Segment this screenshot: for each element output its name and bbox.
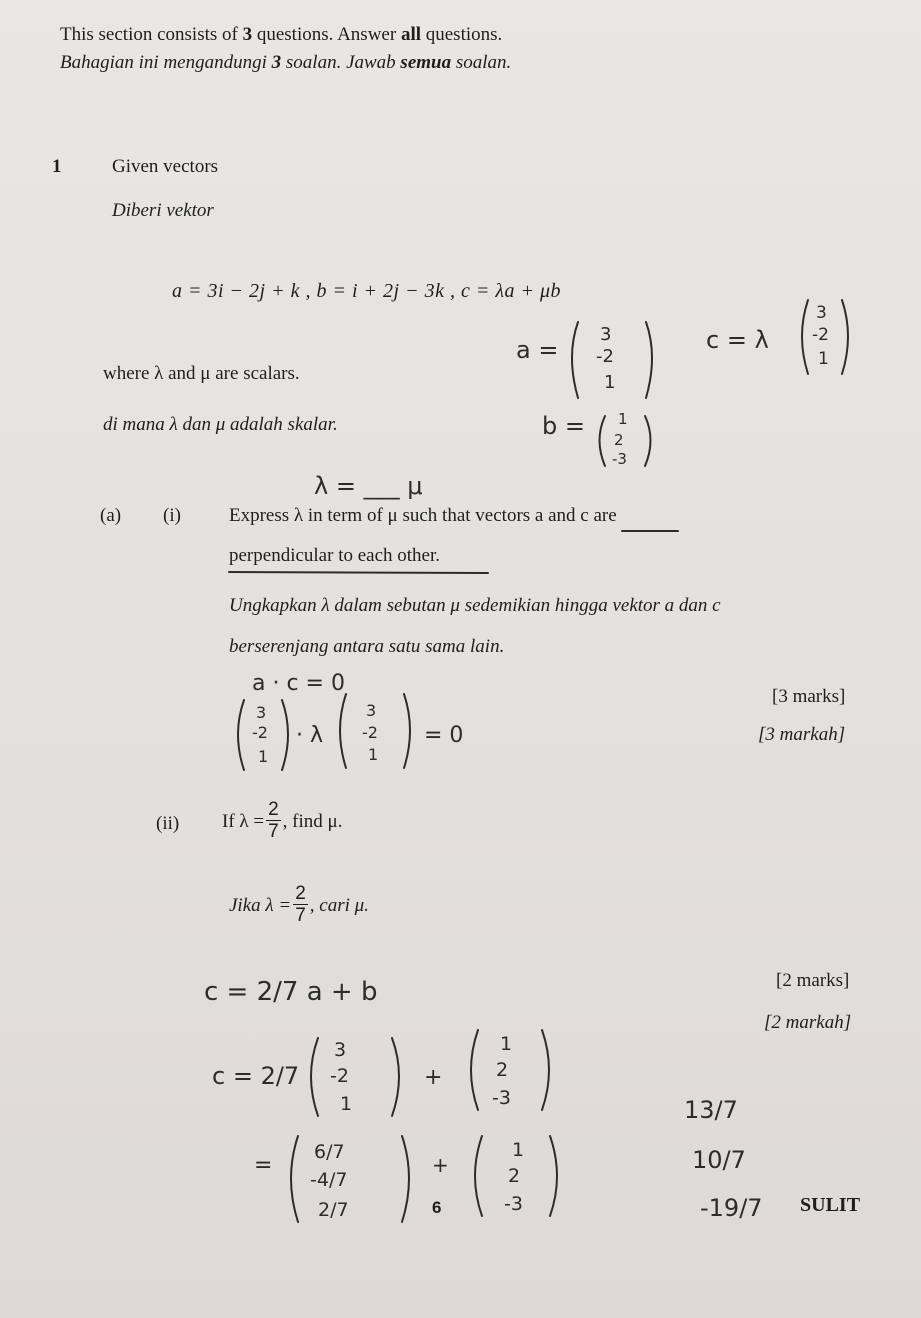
hw-c-bracket-left: [802, 300, 808, 374]
hw-c-eq2-plus: +: [424, 1065, 443, 1090]
hw-c-eq3-vec2-bracket-left: [475, 1136, 482, 1216]
fraction-lambda-ms: $\frac{2}{7}$: [295, 883, 306, 926]
hw-c-eq2-vec2-bracket-right: [542, 1030, 549, 1110]
hw-dot-vec2-2: 1: [368, 745, 379, 764]
part-a-i-text-ms-1: Ungkapkan λ dalam sebutan μ sedemikian hingga vektor a dan c: [229, 595, 721, 616]
hw-a-bracket-right: [646, 322, 652, 398]
hw-a-bracket-left: [572, 322, 578, 398]
hw-c-eq2-vec2-2: -3: [492, 1087, 511, 1109]
hw-dot-vec1-bracket-right: [282, 700, 288, 770]
hw-c-eq2-prefix: c = 2/7: [212, 1062, 300, 1090]
hw-c-eq3-vec2-2: -3: [504, 1193, 523, 1215]
hw-c-eq2-vec2-bracket-left: [471, 1030, 478, 1110]
part-a-label: (a): [100, 505, 122, 526]
hw-c-bracket-right: [842, 300, 848, 374]
hw-c-eq2-vec1-bracket-right: [392, 1038, 399, 1116]
hw-dot-vec2-0: 3: [366, 701, 377, 720]
part-a-i-label: (i): [163, 505, 181, 526]
hw-side-value-1: 10/7: [692, 1146, 746, 1174]
hw-c-eq3-vec1-1: -4/7: [310, 1169, 348, 1191]
marks-a-ii-en: [2 marks]: [776, 970, 850, 991]
hw-c-eq3-prefix: =: [254, 1153, 273, 1178]
fraction-lambda-en: $\frac{2}{7}$: [268, 799, 279, 842]
given-vectors-ms: Diberi vektor: [112, 200, 214, 221]
hw-side-value-0: 13/7: [684, 1096, 738, 1124]
hw-c-vec-0: 3: [816, 303, 827, 323]
marks-a-ii-ms: [2 markah]: [764, 1012, 852, 1033]
intro-malay: Bahagian ini mengandungi 3 soalan. Jawab semua soalan.: [60, 52, 512, 73]
sulit-label: SULIT: [800, 1194, 861, 1216]
part-a-i-text-en-1: Express λ in term of μ such that vectors a and c are: [229, 505, 617, 526]
part-a-ii-text-en: If λ = $\frac{2}{7}$ , find μ.: [222, 799, 343, 842]
hw-c-eq3-vec1-2: 2/7: [318, 1199, 349, 1221]
given-vectors-en: Given vectors: [112, 156, 219, 177]
hw-c-eq3-vec1-bracket-left: [291, 1136, 298, 1222]
hw-c-eq2-vec1-0: 3: [334, 1039, 347, 1061]
hw-b-vec-0: 1: [618, 410, 628, 428]
hw-side-value-2: -19/7: [700, 1194, 763, 1222]
hw-a-vec-1: -2: [596, 346, 614, 367]
hw-dot-vec1-0: 3: [256, 703, 267, 722]
hw-c-eq3-vec1-bracket-right: [402, 1136, 409, 1222]
hw-dot-vec2-1: -2: [362, 723, 378, 742]
hw-c-eq2-vec1-2: 1: [340, 1093, 353, 1115]
hw-b-vec-2: -3: [612, 450, 627, 468]
hw-b-bracket-left: [600, 416, 606, 466]
underline-perpendicular: [229, 572, 488, 573]
hw-c-label: c = λ: [706, 326, 769, 354]
hw-dot-vec2-bracket-left: [340, 694, 346, 768]
hw-dot-vec1-bracket-left: [238, 700, 244, 770]
marks-a-i-ms: [3 markah]: [758, 724, 846, 745]
scalars-en: where λ and μ are scalars.: [103, 363, 300, 384]
hw-b-bracket-right: [645, 416, 651, 466]
page-number: 6: [432, 1198, 442, 1217]
hw-c-eq1: c = 2/7 a + b: [204, 977, 378, 1007]
hw-dot-vec2-bracket-right: [404, 694, 410, 768]
part-a-ii-text-ms: Jika λ = $\frac{2}{7}$ , cari μ.: [229, 883, 369, 926]
hw-c-eq3-vec2-0: 1: [512, 1139, 525, 1161]
vector-equation: a = 3i − 2j + k , b = i + 2j − 3k , c = λa + μb: [172, 280, 562, 302]
marks-a-i-en: [3 marks]: [772, 686, 846, 707]
hw-dot-end: = 0: [424, 723, 464, 748]
hw-dot-eq: a · c = 0: [252, 671, 345, 696]
part-a-ii-label: (ii): [156, 813, 180, 834]
hw-c-eq2-vec1-bracket-left: [311, 1038, 318, 1116]
hw-a-vec-0: 3: [600, 324, 612, 345]
hw-c-eq2-vec1-1: -2: [330, 1065, 349, 1087]
intro-english: This section consists of 3 questions. Answer all questions.: [60, 24, 503, 45]
hw-c-eq3-vec1-0: 6/7: [314, 1141, 345, 1163]
hw-a-vec-2: 1: [604, 372, 616, 393]
hw-lambda-eq: λ = ___ μ: [314, 472, 423, 500]
hw-c-vec-2: 1: [818, 349, 829, 369]
hw-dot-mid: · λ: [296, 723, 324, 748]
question-number: 1: [52, 156, 62, 177]
hw-b-vec-1: 2: [614, 431, 624, 449]
hw-c-eq3-vec2-1: 2: [508, 1165, 521, 1187]
hw-c-eq3-plus: +: [432, 1153, 449, 1177]
hw-a-label: a =: [516, 336, 559, 364]
hw-dot-vec1-2: 1: [258, 747, 269, 766]
part-a-i-text-en-2: perpendicular to each other.: [229, 545, 441, 566]
hw-dot-vec1-1: -2: [252, 723, 268, 742]
part-a-i-text-ms-2: berserenjang antara satu sama lain.: [229, 636, 505, 657]
hw-c-vec-1: -2: [812, 325, 829, 345]
hw-c-eq2-vec2-1: 2: [496, 1059, 509, 1081]
scalars-ms: di mana λ dan μ adalah skalar.: [103, 414, 338, 435]
hw-c-eq2-vec2-0: 1: [500, 1033, 513, 1055]
hw-c-eq3-vec2-bracket-right: [550, 1136, 557, 1216]
hw-b-label: b =: [542, 412, 585, 440]
